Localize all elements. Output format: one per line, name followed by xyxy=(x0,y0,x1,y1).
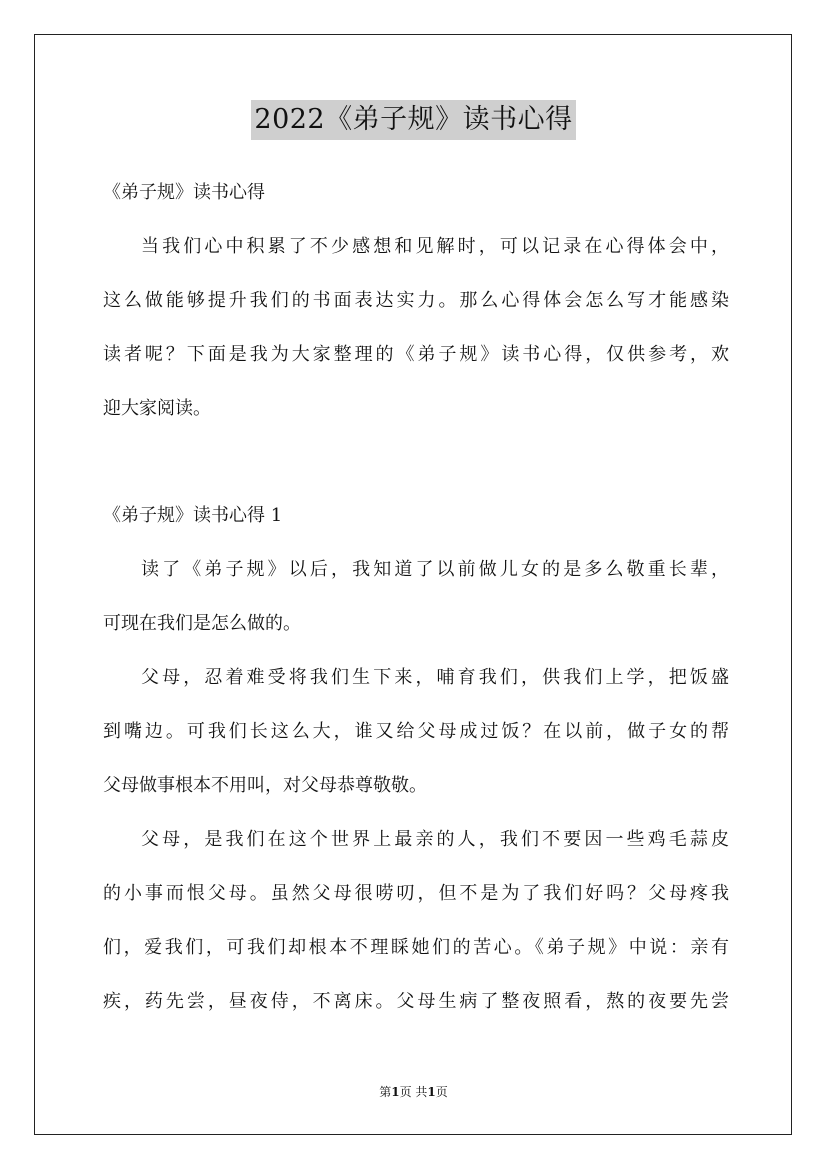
section-heading: 《弟子规》读书心得 1 xyxy=(103,505,283,526)
section-spacer xyxy=(103,436,729,489)
paragraph-line: 父母，忍着难受将我们生下来，哺育我们，供我们上学，把饭盛 xyxy=(141,667,729,688)
paragraph-line: 疾，药先尝，昼夜侍，不离床。父母生病了整夜照看，熬的夜要先尝 xyxy=(103,991,729,1012)
document-body xyxy=(103,166,729,1029)
paragraph-line: 可现在我们是怎么做的。 xyxy=(103,613,301,634)
intro-line: 迎大家阅读。 xyxy=(103,398,211,419)
document-title: 2022《弟子规》读书心得 xyxy=(251,100,575,140)
page-current-number: 1 xyxy=(391,1085,400,1099)
title-container xyxy=(0,100,827,140)
paragraph-line: 父母，是我们在这个世界上最亲的人，我们不要因一些鸡毛蒜皮 xyxy=(141,829,729,850)
paragraph-line: 读了《弟子规》以后，我知道了以前做儿女的是多么敬重长辈， xyxy=(141,559,729,580)
page-label-prefix: 第 xyxy=(379,1085,392,1099)
intro-line: 读者呢？下面是我为大家整理的《弟子规》读书心得，仅供参考，欢 xyxy=(103,344,729,365)
paragraph-line: 的小事而恨父母。虽然父母很唠叨，但不是为了我们好吗？父母疼我 xyxy=(103,883,729,904)
paragraph-line: 父母做事根本不用叫，对父母恭尊敬敬。 xyxy=(103,775,427,796)
intro-line: 这么做能够提升我们的书面表达实力。那么心得体会怎么写才能感染 xyxy=(103,290,729,311)
page-label-mid: 页 共 xyxy=(399,1085,428,1099)
paragraph-line: 到嘴边。可我们长这么大，谁又给父母成过饭？在以前，做子女的帮 xyxy=(103,721,729,742)
page-footer xyxy=(0,1083,827,1101)
page-total-number: 1 xyxy=(427,1085,436,1099)
paragraph-line: 们，爱我们，可我们却根本不理睬她们的苦心。《弟子规》中说：亲有 xyxy=(103,937,729,958)
intro-heading: 《弟子规》读书心得 xyxy=(103,182,265,203)
intro-line: 当我们心中积累了不少感想和见解时，可以记录在心得体会中， xyxy=(141,236,729,257)
page-label-suffix: 页 xyxy=(435,1085,448,1099)
